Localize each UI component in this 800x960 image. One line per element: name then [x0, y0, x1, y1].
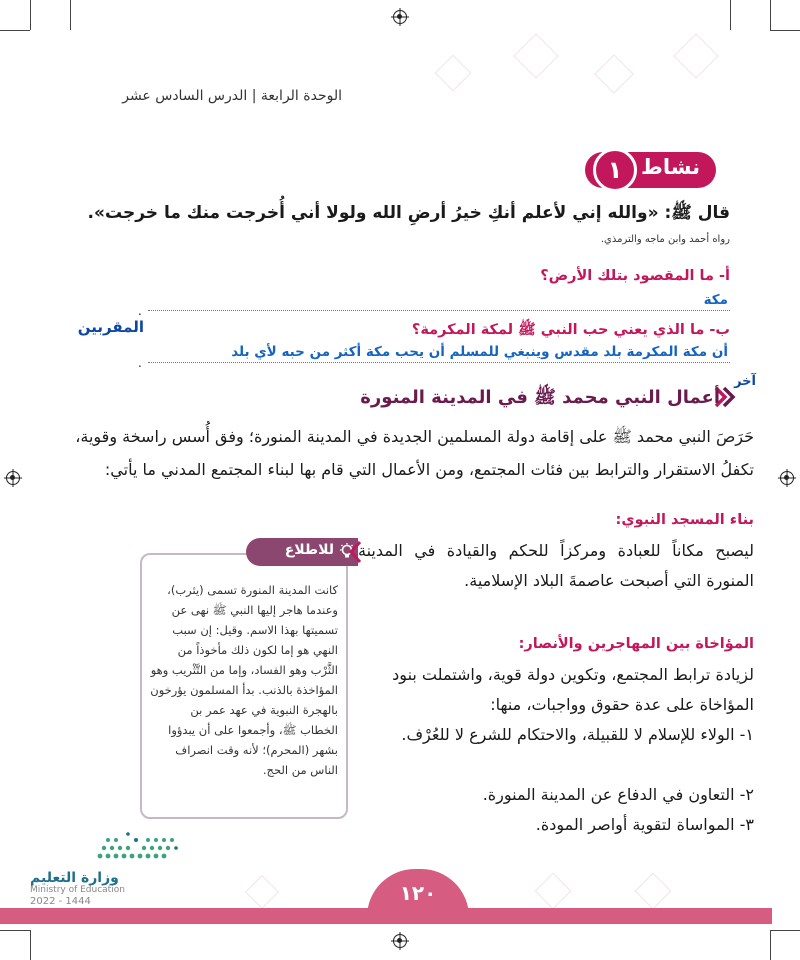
- pattern-diamond: [535, 873, 572, 910]
- crop-mark: [30, 0, 31, 30]
- crop-mark: [770, 930, 800, 931]
- section-title: أعمال النبي محمد ﷺ في المدينة المنورة: [360, 387, 720, 408]
- handwritten-overlay: آخر: [734, 374, 756, 389]
- page-number-tab: [367, 869, 469, 917]
- crop-mark: [770, 0, 771, 30]
- ministry-year: 2022 - 1444: [30, 896, 91, 907]
- brotherhood-subtitle: المؤاخاة بين المهاجرين والأنصار:: [518, 636, 754, 652]
- page-number: ١٢٠: [399, 881, 437, 905]
- pattern-diamond: [594, 54, 634, 94]
- ministry-name-en: Ministry of Education: [30, 885, 125, 895]
- registration-mark-icon: [6, 471, 20, 485]
- hadith-text: قال ﷺ: «والله إني لأعلم أنكِ خيرُ أرضِ الله ولولا أني أُخرجت منك ما خرجت».: [87, 203, 730, 223]
- question-b: ب- ما الذي يعني حب النبي ﷺ لمكة المكرمة؟: [411, 322, 730, 338]
- pattern-diamond: [635, 873, 672, 910]
- pattern-diamond: [245, 875, 279, 909]
- registration-mark-icon: [780, 471, 794, 485]
- crop-mark: [730, 0, 731, 30]
- answer-a[interactable]: مكة: [703, 292, 728, 308]
- brotherhood-text: لزيادة ترابط المجتمع، وتكوين دولة قوية، واشتملت بنود المؤاخاة على عدة حقوق وواجبات، منها:: [392, 665, 754, 714]
- pattern-diamond: [673, 33, 718, 78]
- list-item: ٣- المواساة لتقوية أواصر المودة.: [535, 815, 754, 834]
- ministry-name-ar: وزارة التعليم: [30, 870, 119, 886]
- list-item: ٢- التعاون في الدفاع عن المدينة المنورة.: [482, 785, 754, 804]
- pattern-diamond: [513, 33, 558, 78]
- info-box-label: للاطلاع: [284, 542, 334, 558]
- line-end-dot: .: [138, 304, 142, 318]
- mosque-subtitle: بناء المسجد النبوي:: [615, 512, 754, 528]
- hadith-source: رواه أحمد وابن ماجه والترمذي.: [600, 234, 730, 245]
- info-box-text: كانت المدينة المنورة تسمى (يثرب)، وعندما هاجر إليها النبي ﷺ نهى عن تسميتها بهذا الاسم. وقيل: إن سبب النهي هو إما لكون ذلك مأخوذاً من الثَّرْب وهو الفساد، وإما من التَّثْريب وهو المؤاخذة بالذنب. بدأ المسلمون يؤرخون بالهجرة النبوية في عهد عمر بن الخطاب ﷺ، وأجمعوا على أن يبدؤوا بشهر (المحرم)؛ لأنه وقت انصراف الناس من الحج.: [150, 583, 338, 777]
- answer-line: [148, 310, 730, 311]
- activity-label: نشاط: [641, 155, 700, 179]
- crop-mark: [70, 0, 71, 30]
- crop-mark: [0, 30, 30, 31]
- pattern-diamond: [435, 55, 472, 92]
- registration-mark-icon: [393, 10, 407, 24]
- crop-mark: [30, 930, 31, 960]
- question-a: أ- ما المقصود بتلك الأرض؟: [540, 268, 730, 284]
- line-end-dot: .: [138, 356, 142, 370]
- breadcrumb: الوحدة الرابعة | الدرس السادس عشر: [122, 88, 342, 104]
- crop-mark: [0, 930, 30, 931]
- crop-mark: [770, 930, 771, 960]
- mosque-text: ليصبح مكاناً للعبادة ومركزاً للحكم والقيادة في المدينة المنورة التي أصبحت عاصمةَ البلاد الإسلامية.: [358, 541, 754, 590]
- ministry-logo: [30, 872, 150, 908]
- chevron-left-icon: [348, 540, 362, 564]
- activity-number: ١: [593, 148, 637, 192]
- answer-line: [148, 362, 730, 363]
- list-item: ١- الولاء للإسلام لا للقبيلة، والاحتكام للشرع لا للعُرْف.: [401, 725, 754, 744]
- activity-badge: [585, 152, 716, 188]
- answer-b[interactable]: أن مكة المكرمة بلد مقدس وينبغي للمسلم أن يحب مكة أكثر من حبه لأي بلد: [231, 344, 728, 360]
- registration-mark-icon: [393, 934, 407, 948]
- ministry-logo-icon: [92, 830, 180, 864]
- crop-mark: [770, 30, 800, 31]
- info-box-tab: [246, 538, 358, 566]
- intro-paragraph: حَرَصَ النبي محمد ﷺ على إقامة دولة المسلمين الجديدة في المدينة المنورة؛ وفق أُسس راسخة وقوية، تكفلُ الاستقرار والترابط بين فئات المجتمع، ومن الأعمال التي قام بها لبناء المجتمع المدني ما يأتي:: [75, 427, 754, 479]
- handwritten-overlay: المقربين: [77, 318, 144, 336]
